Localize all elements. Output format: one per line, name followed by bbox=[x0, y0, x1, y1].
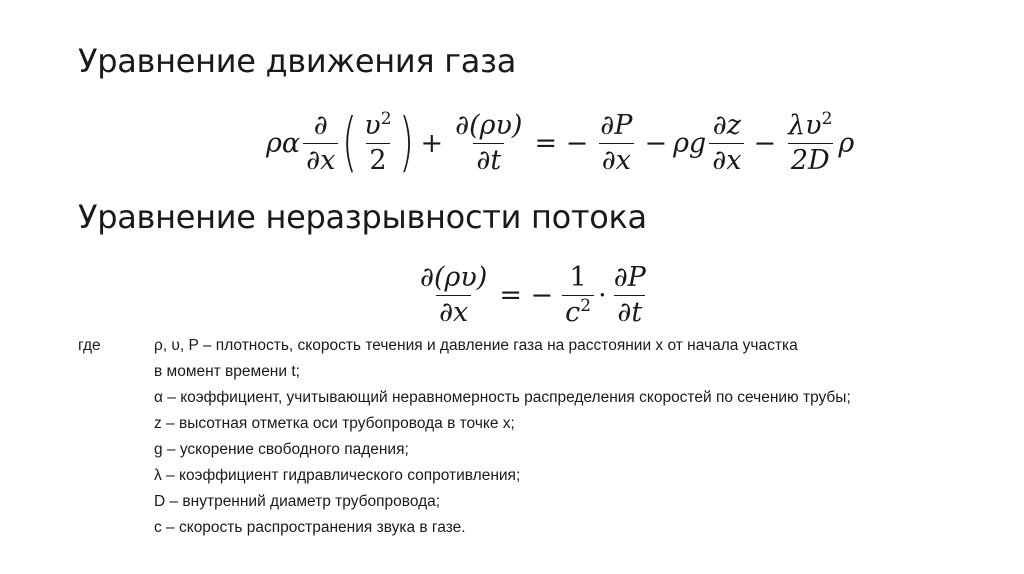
eq1-left-paren: ( bbox=[342, 106, 358, 180]
eq2-c-squared: $c^2$ bbox=[562, 295, 594, 328]
definition-item: c – скорость распространения звука в газе. bbox=[154, 519, 466, 536]
definition-row bbox=[78, 359, 851, 385]
definition-item: D – внутренний диаметр трубопровода; bbox=[154, 493, 441, 510]
eq1-dt: ∂t bbox=[473, 143, 504, 176]
eq1-minus-1: − bbox=[644, 127, 668, 159]
definition-item: g – ускорение свободного падения; bbox=[154, 441, 409, 458]
eq1-lambda-v2: $\lambda\upsilon^2$ bbox=[788, 108, 833, 141]
eq1-equals-minus: = − bbox=[534, 127, 589, 159]
eq2-dp: ∂P bbox=[613, 261, 646, 293]
eq1-frac-dp-dx bbox=[597, 111, 635, 175]
equation-gas-motion bbox=[266, 103, 854, 183]
eq1-v-squared: $\upsilon^2$ bbox=[364, 108, 392, 141]
eq2-dx: ∂x bbox=[436, 295, 471, 328]
where-label: где bbox=[78, 337, 101, 354]
eq1-minus-2: − bbox=[753, 127, 777, 159]
definition-item: α – коэффициент, учитывающий неравномерность распределения скоростей по сечению трубы; bbox=[154, 389, 851, 406]
eq2-drv: ∂(ρυ) bbox=[420, 261, 488, 293]
definition-item: ρ, υ, P – плотность, скорость течения и давление газа на расстоянии x от начала участка bbox=[154, 337, 798, 354]
eq1-frac-partial-x bbox=[303, 111, 338, 175]
definition-row bbox=[78, 437, 851, 463]
eq2-dot: · bbox=[598, 279, 607, 311]
definition-item: z – высотная отметка оси трубопровода в точке x; bbox=[154, 415, 515, 432]
definition-row bbox=[78, 463, 851, 489]
eq2-frac-drv-dx bbox=[417, 263, 490, 327]
eq1-frac-dz-dx bbox=[709, 111, 744, 175]
definition-item: λ – коэффициент гидравлического сопротивления; bbox=[154, 467, 521, 484]
eq2-equals-minus: = − bbox=[499, 279, 554, 311]
eq1-dz: ∂z bbox=[712, 109, 741, 141]
eq1-frac-lambda bbox=[785, 108, 835, 176]
eq1-dx-2: ∂x bbox=[599, 143, 634, 176]
eq1-2d: 2D bbox=[788, 143, 833, 176]
definition-row bbox=[78, 411, 851, 437]
definition-item: в момент времени t; bbox=[154, 363, 300, 380]
eq1-dp: ∂P bbox=[600, 109, 633, 141]
eq2-frac-1-c2 bbox=[562, 263, 594, 327]
eq1-dx: ∂x bbox=[303, 143, 338, 176]
eq1-plus: + bbox=[420, 127, 444, 159]
eq1-drv: ∂(ρυ) bbox=[455, 109, 523, 141]
definition-row bbox=[78, 333, 851, 359]
heading-continuity-equation: Уравнение неразрывности потока bbox=[78, 198, 647, 236]
eq1-two: 2 bbox=[366, 143, 389, 176]
definitions-list bbox=[78, 333, 851, 541]
eq1-rhog: ρg bbox=[673, 127, 707, 159]
definition-row bbox=[78, 385, 851, 411]
eq1-rho: ρ bbox=[838, 127, 855, 159]
definition-row bbox=[78, 515, 851, 541]
eq1-dx-3: ∂x bbox=[709, 143, 744, 176]
eq1-frac-v2-2 bbox=[361, 108, 394, 176]
eq1-lead: ρα bbox=[266, 127, 301, 159]
eq1-right-paren: ) bbox=[398, 106, 414, 180]
eq1-partial: ∂ bbox=[313, 109, 328, 141]
definition-row bbox=[78, 489, 851, 515]
eq2-dt: ∂t bbox=[614, 295, 645, 328]
eq1-frac-drv-dt bbox=[452, 111, 525, 175]
eq2-frac-dp-dt bbox=[611, 263, 649, 327]
heading-motion-equation: Уравнение движения газа bbox=[78, 42, 517, 80]
eq2-one: 1 bbox=[569, 261, 587, 293]
equation-continuity bbox=[414, 255, 652, 335]
